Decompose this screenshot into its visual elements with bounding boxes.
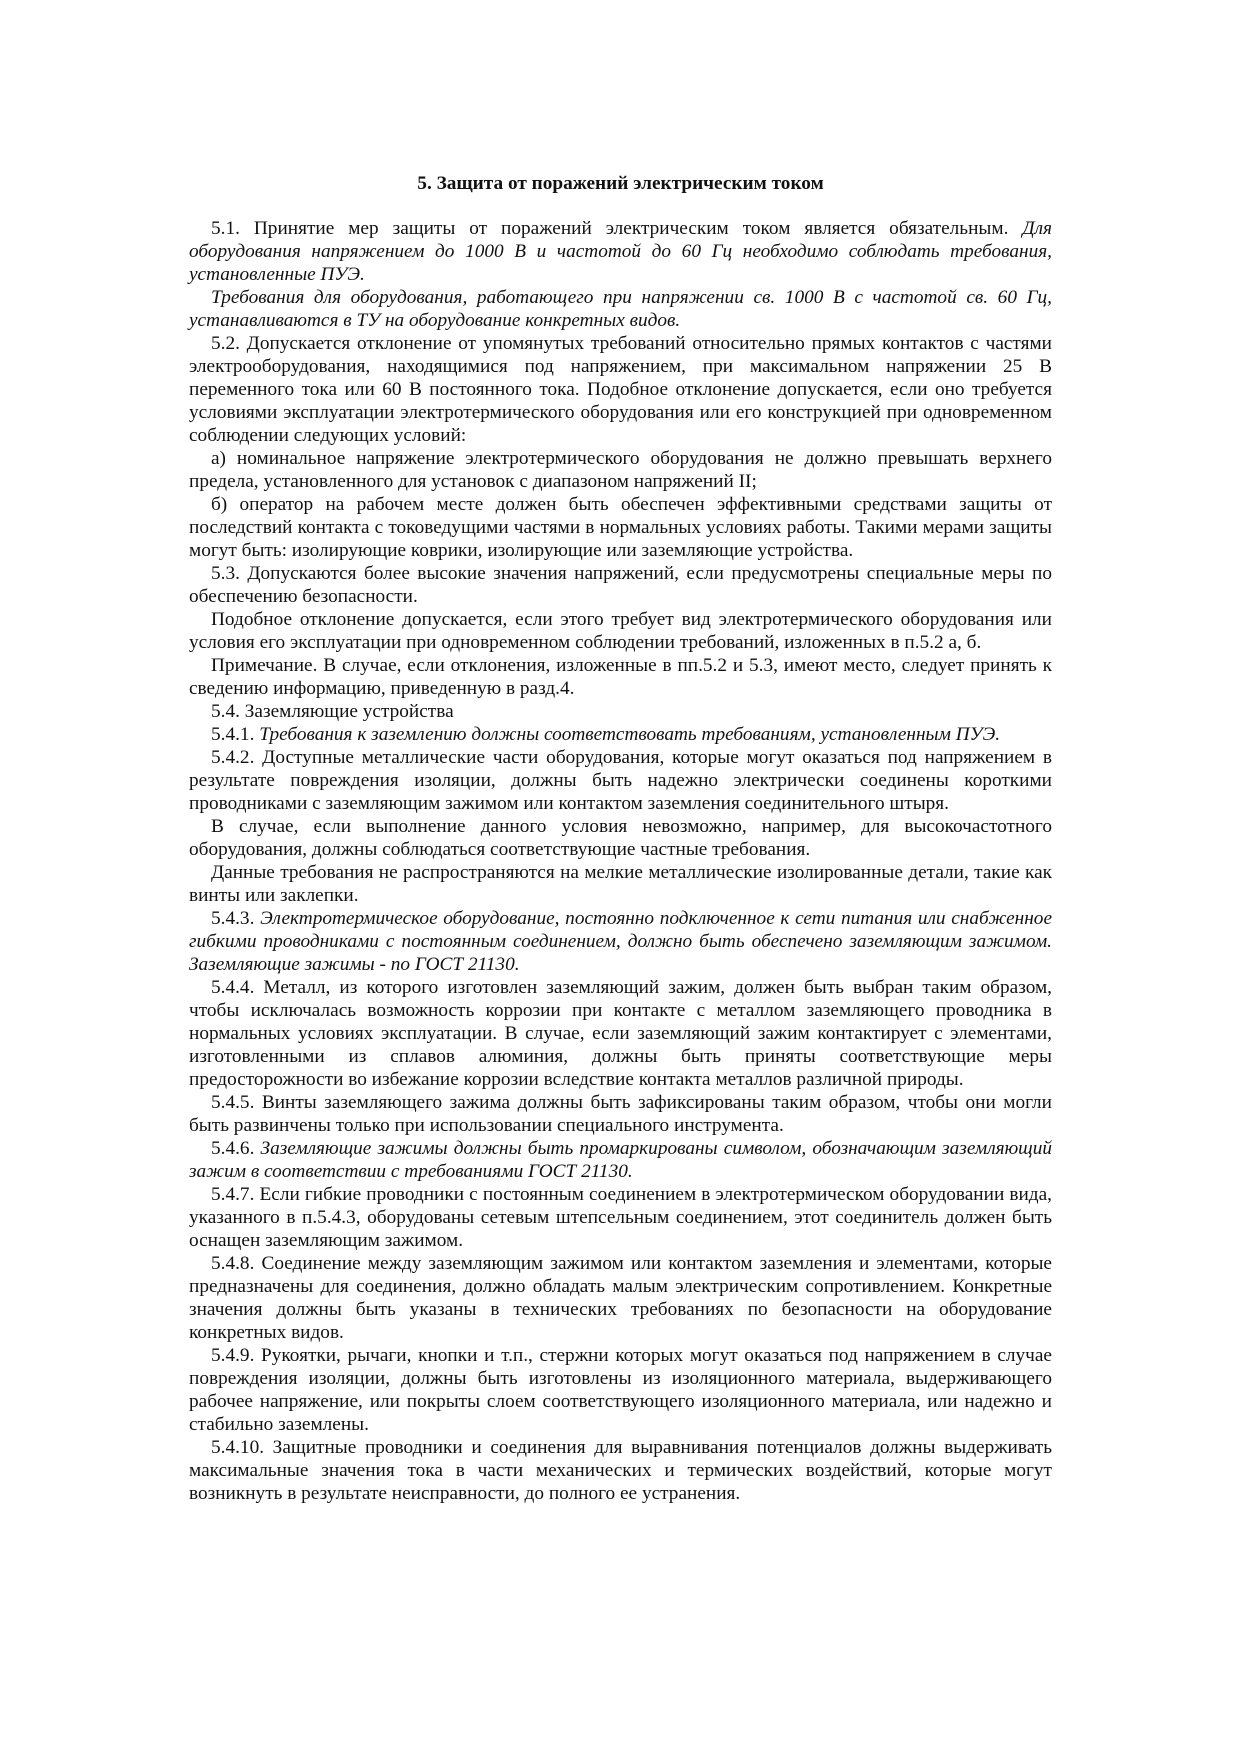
paragraph [189,815,1052,861]
paragraph-italic-text: Требования к заземлению должны соответствовать требованиям, установленным ПУЭ. [259,724,1001,745]
paragraph-text: Подобное отклонение допускается, если этого требует вид электротермического оборудования или условия его эксплуатации при одновременном соблюдении требований, изложенных в п.5.2 а, б. [189,609,1052,653]
paragraph-text: Примечание. В случае, если отклонения, изложенные в пп.5.2 и 5.3, имеют место, следует принять к сведению информацию, приведенную в разд.4. [189,655,1052,699]
paragraph-text: 5.4.6. [211,1138,261,1159]
paragraph-text: 5.2. Допускается отклонение от упомянутых требований относительно прямых контактов с частями электрооборудования, находящимися под напряжением, при максимальном напряжении 25 В переменного тока или 60 В постоянного тока. Подобное отклонение допускается, если оно требуется условиями эксплуатации электротермического оборудования или его конструкцией при одновременном соблюдении следующих условий: [189,333,1052,446]
paragraph-italic-text: Требования для оборудования, работающего при напряжении св. 1000 В с частотой св. 60 Гц, устанавливаются в ТУ на оборудование конкретных видов. [189,287,1052,331]
paragraph [189,608,1052,654]
paragraph-italic-text: Электротермическое оборудование, постоянно подключенное к сети питания или снабженное гибкими проводниками с постоянным соединением, должно быть обеспечено заземляющим зажимом. Заземляющие зажимы - по ГОСТ 21130. [189,908,1052,975]
paragraph-text: 5.4.5. Винты заземляющего зажима должны быть зафиксированы таким образом, чтобы они могли быть развинчены только при использовании специального инструмента. [189,1092,1052,1136]
paragraph-text: 5.4.8. Соединение между заземляющим зажимом или контактом заземления и элементами, которые предназначены для соединения, должно обладать малым электрическим сопротивлением. Конкретные значения должны быть указаны в технических требованиях по безопасности на оборудование конкретных видов. [189,1253,1052,1343]
paragraph-text: 5.3. Допускаются более высокие значения напряжений, если предусмотрены специальные меры по обеспечению безопасности. [189,563,1052,607]
paragraph [189,286,1052,332]
paragraph-text: б) оператор на рабочем месте должен быть обеспечен эффективными средствами защиты от последствий контакта с токоведущими частями в нормальных условиях работы. Такими мерами защиты могут быть: изолирующие коврики, изолирующие или заземляющие устройства. [189,494,1052,561]
paragraph [189,746,1052,815]
paragraph-text: а) номинальное напряжение электротермического оборудования не должно превышать верхнего предела, установленного для установок с диапазоном напряжений II; [189,448,1052,492]
paragraph-text: 5.4.3. [211,908,261,929]
paragraph [189,907,1052,976]
paragraph-text: 5.4. Заземляющие устройства [211,701,454,722]
paragraph [189,332,1052,447]
paragraph-text: 5.4.2. Доступные металлические части оборудования, которые могут оказаться под напряжением в результате повреждения изоляции, должны быть надежно электрически соединены короткими проводниками с заземляющим зажимом или контактом заземления соединительного штыря. [189,747,1052,814]
paragraph-text: 5.4.9. Рукоятки, рычаги, кнопки и т.п., стержни которых могут оказаться под напряжением в случае повреждения изоляции, должны быть изготовлены из изоляционного материала, выдерживающего рабочее напряжение, или покрыты слоем соответствующего изоляционного материала, или надежно и стабильно заземлены. [189,1345,1052,1435]
paragraph [189,700,1052,723]
paragraph [189,976,1052,1091]
paragraph-italic-text: Заземляющие зажимы должны быть промаркированы символом, обозначающим заземляющий зажим в соответствии с требованиями ГОСТ 21130. [189,1138,1053,1182]
document-body [189,217,1052,1505]
paragraph [189,562,1052,608]
paragraph [189,1137,1052,1183]
paragraph-text: Данные требования не распространяются на мелкие металлические изолированные детали, такие как винты или заклепки. [189,862,1052,906]
paragraph [189,1183,1052,1252]
paragraph [189,723,1052,746]
section-title: 5. Защита от поражений электрическим током [417,173,824,194]
paragraph [189,1091,1052,1137]
paragraph [189,447,1052,493]
paragraph [189,1436,1052,1505]
paragraph [189,654,1052,700]
paragraph-text: 5.4.10. Защитные проводники и соединения для выравнивания потенциалов должны выдерживать максимальные значения тока в части механических и термических воздействий, которые могут возникнуть в результате неисправности, до полного ее устранения. [189,1437,1052,1504]
paragraph-text: В случае, если выполнение данного условия невозможно, например, для высокочастотного оборудования, должны соблюдаться соответствующие частные требования. [189,816,1052,860]
paragraph [189,861,1052,907]
paragraph-text: 5.4.1. [211,724,260,745]
paragraph-text: 5.1. Принятие мер защиты от поражений электрическим током является обязательным. [211,218,1023,239]
paragraph [189,493,1052,562]
paragraph-text: 5.4.7. Если гибкие проводники с постоянным соединением в электротермическом оборудовании вида, указанного в п.5.4.3, оборудованы сетевым штепсельным соединением, этот соединитель должен быть оснащен заземляющим зажимом. [189,1184,1052,1251]
paragraph [189,1252,1052,1344]
paragraph-text: 5.4.4. Металл, из которого изготовлен заземляющий зажим, должен быть выбран таким образом, чтобы исключалась возможность коррозии при контакте с металлом заземляющего проводника в нормальных условиях эксплуатации. В случае, если заземляющий зажим контактирует с элементами, изготовленными из сплавов алюминия, должны быть приняты соответствующие меры предосторожности во избежание коррозии вследствие контакта металлов различной природы. [189,977,1052,1090]
paragraph-italic-text: Для оборудования напряжением до 1000 В и частотой до 60 Гц необходимо соблюдать требования, установленные ПУЭ. [189,218,1052,285]
paragraph [189,1344,1052,1436]
paragraph [189,217,1052,286]
document-page [189,172,1052,1505]
